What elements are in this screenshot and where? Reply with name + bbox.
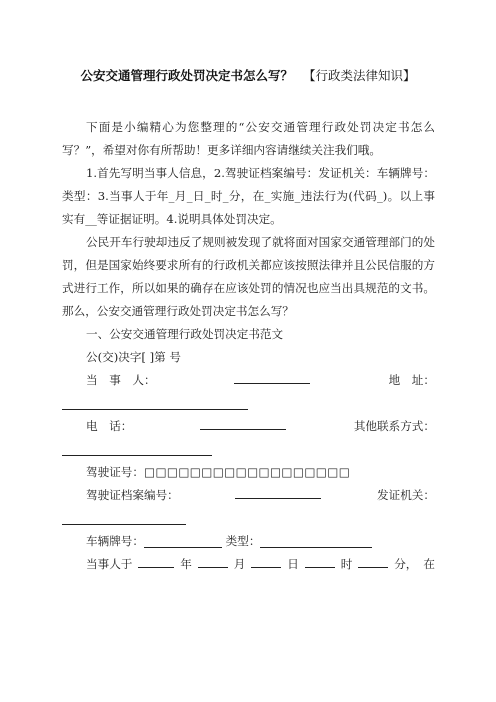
document-body xyxy=(62,116,435,576)
minute-label: 分， xyxy=(394,557,418,571)
hour-label: 时 xyxy=(340,557,353,571)
day-label: 日 xyxy=(287,557,299,571)
plate-label: 车辆牌号： xyxy=(86,534,144,548)
contact-blank xyxy=(62,441,212,456)
type-label: 类型： xyxy=(225,534,261,548)
contact-blank-line xyxy=(62,438,435,461)
phone-label: 电 话： xyxy=(86,419,133,433)
category-tag: 【行政类法律知识】 xyxy=(303,68,416,83)
issuer-label: 发证机关： xyxy=(377,488,435,502)
party-row xyxy=(62,369,435,392)
document-title: 公安交通管理行政处罚决定书怎么写？ xyxy=(80,68,293,83)
address-blank xyxy=(62,395,248,410)
license-label: 驾驶证号： xyxy=(86,465,144,479)
intro-paragraph: 下面是小编精心为您整理的“公安交通管理行政处罚决定书怎么写？”，希望对你有所帮助！更多详细内容请继续关注我们哦。 xyxy=(62,120,435,157)
time-row xyxy=(62,553,435,576)
party-label: 当 事 人： xyxy=(86,373,156,387)
document-title-line xyxy=(0,66,496,84)
day-blank xyxy=(251,553,281,568)
month-label: 月 xyxy=(233,557,246,571)
archive-label: 驾驶证档案编号： xyxy=(86,488,179,502)
year-label: 年 xyxy=(180,557,192,571)
section-heading: 一、公安交通管理行政处罚决定书范文 xyxy=(86,327,284,341)
context-paragraph: 公民开车行驶却违反了规则被发现了就将面对国家交通管理部门的处罚，但是国家始终要求所有的行政机关都应该按照法律并且公民信服的方式进行工作，所以如果的确存在应该处罚的情况也应当出具规范的文书。那么，公安交通管理行政处罚决定书怎么写？ xyxy=(62,235,435,318)
archive-blank xyxy=(235,484,321,499)
address-blank-line xyxy=(62,392,435,415)
month-blank xyxy=(198,553,228,568)
minute-blank xyxy=(358,553,388,568)
time-prefix: 当事人于 xyxy=(86,557,133,571)
document-number: 公(交)决字[ ]第 号 xyxy=(86,350,182,364)
issuer-blank-line xyxy=(62,507,435,530)
party-blank xyxy=(234,369,310,384)
license-row xyxy=(62,461,435,484)
address-label: 地 址： xyxy=(388,373,435,387)
at-label: 在 xyxy=(423,557,435,571)
plate-blank xyxy=(144,533,222,548)
plate-row xyxy=(62,530,435,553)
year-blank xyxy=(138,553,174,568)
hour-blank xyxy=(305,553,335,568)
issuer-blank xyxy=(62,510,186,525)
archive-row xyxy=(62,484,435,507)
phone-row xyxy=(62,415,435,438)
license-boxes: □□□□□□□□□□□□□□□□□□ xyxy=(143,465,351,479)
steps-paragraph: 1.首先写明当事人信息，2.驾驶证档案编号：发证机关：车辆牌号：类型：3.当事人于年_月_日_时_分，在_实施_违法行为(代码_)。以上事实有__等证据证明。4.说明具体处罚决定。 xyxy=(62,166,435,226)
type-blank xyxy=(260,533,372,548)
other-contact-label: 其他联系方式： xyxy=(353,419,435,433)
phone-blank xyxy=(200,415,286,430)
